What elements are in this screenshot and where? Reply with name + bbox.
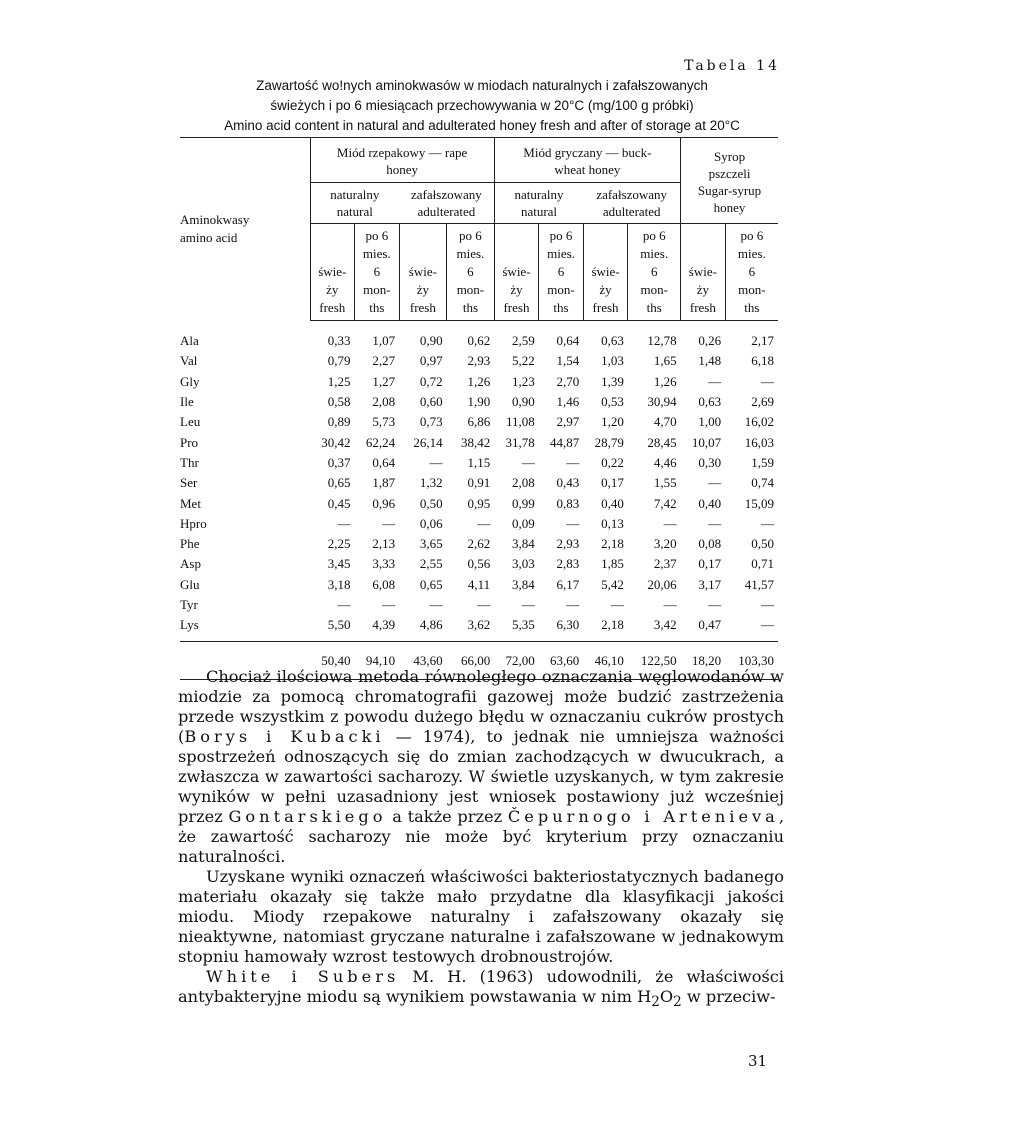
amino-acid-name: Tyr (180, 597, 198, 612)
amino-acid-name: Glu (180, 576, 200, 592)
table-cell: — (521, 597, 535, 612)
table-cell: — (708, 515, 722, 531)
total-cell: 18,20 (681, 642, 726, 679)
total-cell: 63,60 (539, 642, 584, 679)
amino-acid-name: Pro (180, 434, 199, 450)
table-cell: 31,78 (505, 434, 535, 450)
table-cell: 4,11 (467, 576, 491, 592)
table-cell: 0,43 (556, 475, 580, 491)
table-cell: 0,56 (467, 556, 491, 572)
table-cell: 1,90 (467, 394, 491, 410)
header-line: mies. (362, 246, 391, 261)
table-cell: 0,65 (327, 475, 351, 491)
body-text (178, 667, 784, 1012)
paragraph (178, 667, 784, 867)
table-cell: 38,42 (460, 434, 491, 450)
header-line: Miód gryczany — buck- (523, 145, 652, 160)
amino-acid-name: Ser (180, 475, 198, 491)
table-cell: 1,46 (556, 394, 580, 410)
header-line: Syrop (714, 148, 746, 164)
table-label: Tabela 14 (684, 58, 780, 74)
table-cell: 6,18 (751, 353, 774, 369)
table-cell: — (761, 515, 774, 531)
table-cell: — (477, 515, 491, 531)
header-line: 6 (748, 264, 756, 279)
table-cell: 0,63 (601, 333, 624, 349)
table-cell: 0,30 (698, 454, 722, 470)
table-cell: 0,09 (511, 515, 535, 531)
table-cell: 6,08 (372, 576, 396, 592)
table-cell: 5,42 (601, 576, 624, 592)
amino-acid-name: Phe (180, 536, 200, 552)
amino-acid-name: Lys (180, 617, 199, 633)
amino-acid-column-header (180, 138, 310, 321)
subscript: 2 (673, 994, 682, 1011)
table-cell: 1,00 (698, 414, 722, 430)
subgroup-header (310, 183, 399, 224)
table-row (180, 554, 778, 574)
header-line: ths (462, 300, 478, 315)
table-cell: 3,42 (653, 617, 677, 633)
table-cell: 0,72 (419, 373, 443, 389)
table-cell: 0,79 (327, 353, 351, 369)
table-cell: 62,24 (365, 434, 396, 450)
table-cell: 3,62 (467, 617, 491, 633)
table-cell: — (761, 597, 774, 612)
table-cell: 0,65 (419, 576, 443, 592)
table-row (180, 514, 778, 534)
table-cell: 0,64 (372, 454, 396, 470)
amino-acid-name: Asp (180, 556, 201, 572)
table-cell: 0,13 (601, 515, 624, 531)
header-line: amino acid (180, 230, 238, 246)
table-cell: 1,27 (372, 373, 396, 389)
table-cell: — (663, 515, 677, 531)
table-row (180, 473, 778, 493)
table-row (180, 453, 778, 473)
table-cell: 2,17 (751, 333, 774, 349)
text-run: w przeciw- (681, 987, 776, 1006)
six-months-column-header (628, 224, 681, 321)
table-cell: 10,07 (691, 434, 722, 450)
header-line: ży (696, 282, 709, 297)
table-cell: 2,97 (556, 414, 580, 430)
table-cell: 0,37 (327, 454, 351, 470)
table-cell: 0,95 (467, 495, 491, 511)
amino-acid-name: Hpro (180, 515, 207, 531)
amino-acid-name: Val (180, 353, 198, 369)
text-run: , że zawartość sacharozy nie może być kryterium przy oznaczaniu naturalności. (178, 807, 784, 866)
table-cell: 1,03 (601, 353, 624, 369)
six-months-column-header (355, 224, 400, 321)
total-cell: 43,60 (399, 642, 447, 679)
fresh-column-header (310, 224, 355, 321)
header-line: ths (744, 300, 760, 315)
header-line: po 6 (740, 228, 764, 243)
header-line: mon- (738, 282, 766, 297)
table-cell: 4,39 (372, 617, 396, 633)
subgroup-header (583, 183, 680, 224)
table-cell: 30,94 (647, 394, 677, 410)
table-cell: 44,87 (550, 434, 580, 450)
group-header-sugar-syrup (681, 138, 778, 224)
header-line: Sugar-syrup (697, 182, 762, 198)
table-cell: — (761, 617, 774, 633)
subgroup-header (399, 183, 494, 224)
total-cell: 122,50 (628, 642, 681, 679)
table-cell: 41,57 (744, 576, 774, 592)
header-line: świe- (591, 264, 620, 279)
header-line: Aminokwasy (180, 212, 250, 228)
table-cell: 2,93 (467, 353, 491, 369)
header-line: świe- (318, 264, 347, 279)
header-line: zafałszowany (596, 187, 668, 202)
amino-acid-name: Ile (180, 394, 194, 410)
table-cell: 4,86 (419, 617, 443, 633)
table-cell: 0,63 (698, 394, 722, 410)
table-cell: 3,03 (511, 556, 535, 572)
six-months-column-header (447, 224, 495, 321)
table-cell: — (708, 475, 722, 491)
table-row (180, 392, 778, 412)
table-cell: 2,08 (372, 394, 396, 410)
caption-line: Zawartość wo!nych aminokwasów w miodach naturalnych i zafałszowanych (256, 78, 708, 93)
table-cell: 2,62 (467, 536, 491, 552)
table-cell: 3,65 (419, 536, 443, 552)
header-line: świe- (688, 264, 717, 279)
header-line: mies. (456, 246, 485, 261)
header-line: mon- (456, 282, 485, 297)
six-months-column-header (539, 224, 584, 321)
table-cell: 1,59 (751, 454, 774, 470)
table-cell: 3,20 (653, 536, 677, 552)
table-cell: 0,26 (698, 333, 722, 349)
fresh-column-header (399, 224, 447, 321)
table-row (180, 595, 778, 615)
header-line: naturalny (330, 187, 380, 202)
table-cell: 3,45 (327, 556, 351, 572)
table-cell: 0,53 (601, 394, 624, 410)
table-cell: 12,78 (647, 333, 677, 349)
table-cell: 0,90 (419, 333, 443, 349)
table-cell: 0,06 (419, 515, 443, 531)
table-cell: — (521, 454, 535, 470)
table-cell: 0,40 (698, 495, 722, 511)
table-cell: 16,02 (744, 414, 774, 430)
header-line: świe- (408, 264, 437, 279)
table-cell: 2,69 (751, 394, 774, 410)
page-number: 31 (748, 1052, 768, 1070)
header-line: mon- (363, 282, 391, 297)
header-line: mon- (640, 282, 668, 297)
text-run: O (659, 987, 674, 1006)
table-cell: 2,18 (601, 536, 624, 552)
amino-acid-name: Ala (180, 332, 199, 348)
header-line: po 6 (642, 228, 666, 243)
text-run: M. H. (1963) udowodnili, że właściwości antybakteryjne miodu są wynikiem powstawania w nim H (178, 967, 784, 1006)
header-line: wheat honey (554, 162, 621, 177)
total-cell: 72,00 (494, 642, 539, 679)
header-line: Miód rzepakowy — rape (336, 145, 468, 160)
header-line: adulterated (417, 204, 476, 219)
caption-line: świeżych i po 6 miesiącach przechowywania w 20°C (mg/100 g próbki) (270, 98, 694, 113)
table-cell: — (566, 597, 580, 612)
subscript: 2 (651, 994, 660, 1011)
table-cell: 1,23 (511, 373, 535, 389)
table-cell: 1,87 (372, 475, 396, 491)
table-cell: 0,60 (419, 394, 443, 410)
table-cell: 0,71 (751, 556, 774, 572)
table-cell: 11,08 (505, 414, 535, 430)
table-cell: 0,91 (467, 475, 491, 491)
table-row (180, 493, 778, 513)
table-cell: — (382, 515, 396, 531)
table-cell: 1,48 (698, 353, 722, 369)
table-cell: 0,90 (511, 394, 535, 410)
table-cell: 0,17 (698, 556, 722, 572)
table-cell: — (337, 597, 351, 612)
header-line: ży (599, 282, 612, 297)
table-cell: 4,46 (653, 454, 677, 470)
table-cell: 0,40 (601, 495, 624, 511)
total-cell: 50,40 (310, 642, 355, 679)
author-name: Čepurnogo i Artenieva (507, 807, 779, 826)
table-cell: 0,97 (419, 353, 443, 369)
table-cell: — (566, 454, 580, 470)
header-line: natural (336, 204, 373, 219)
table-cell: 1,20 (601, 414, 624, 430)
total-cell: 94,10 (355, 642, 400, 679)
header-line: ths (369, 300, 385, 315)
header-line: fresh (689, 300, 716, 315)
table-cell: — (429, 597, 443, 612)
header-line: świe- (502, 264, 531, 279)
group-header-buckwheat (494, 138, 680, 183)
table-row (180, 432, 778, 452)
header-line: ży (510, 282, 523, 297)
table-caption (180, 76, 784, 136)
table-cell: 0,62 (467, 333, 491, 349)
table-cell: 0,64 (556, 333, 580, 349)
total-cell: 46,10 (583, 642, 628, 679)
header-line: honey (713, 199, 746, 215)
header-line: ży (326, 282, 339, 297)
table-cell: 5,35 (511, 617, 535, 633)
table-row (180, 321, 778, 352)
header-line: fresh (319, 300, 346, 315)
table-cell: 2,93 (556, 536, 580, 552)
header-line: po 6 (549, 228, 573, 243)
table-cell: 2,37 (653, 556, 677, 572)
table-cell: 0,58 (327, 394, 351, 410)
header-line: po 6 (459, 228, 482, 243)
table-cell: 3,17 (698, 576, 722, 592)
table-cell: 0,33 (327, 333, 351, 349)
table-cell: 2,25 (327, 536, 351, 552)
six-months-column-header (725, 224, 778, 321)
table-cell: 6,17 (556, 576, 580, 592)
table-cell: 26,14 (413, 434, 443, 450)
text-run: — 1974), to jednak nie umniejsza ważności spostrzeżeń odnoszących się do zmian zachodzących w dwucukrach, a zwłaszcza w zawartości sacharozy. W świetle uzyskanych, w tym zakresie wyników w pełni uzasadniony jest wniosek postawiony już wcześniej przez (178, 727, 784, 826)
total-cell: 103,30 (725, 642, 778, 679)
table-cell: 2,83 (556, 556, 580, 572)
table-cell: — (477, 597, 491, 612)
header-line: 6 (650, 264, 658, 279)
table-cell: 0,45 (327, 495, 351, 511)
table-row (180, 412, 778, 432)
table-cell: 4,70 (653, 414, 677, 430)
table-cell: 1,25 (327, 373, 351, 389)
header-line: mies. (737, 246, 766, 261)
fresh-column-header (494, 224, 539, 321)
amino-acid-name: Met (180, 495, 201, 511)
table-cell: 0,89 (327, 414, 351, 430)
header-line: naturalny (514, 187, 564, 202)
table-cell: 1,07 (372, 333, 396, 349)
header-line: fresh (592, 300, 619, 315)
table-cell: 0,50 (419, 495, 443, 511)
table-cell: 0,08 (698, 536, 722, 552)
table-cell: 0,96 (372, 495, 396, 511)
group-header-rape (310, 138, 494, 183)
header-line: mon- (547, 282, 575, 297)
table-cell: 2,27 (372, 353, 396, 369)
table-cell: — (610, 597, 624, 612)
table-row (180, 534, 778, 554)
header-line: 6 (373, 264, 381, 279)
table-row (180, 615, 778, 635)
table-cell: 1,39 (601, 373, 624, 389)
table-cell: 0,17 (601, 475, 624, 491)
table-cell: — (337, 515, 351, 531)
table-cell: 1,26 (653, 373, 677, 389)
table-cell: 2,18 (601, 617, 624, 633)
table-cell: 3,18 (327, 576, 351, 592)
table-cell: — (708, 373, 722, 389)
table-cell: 1,26 (467, 373, 491, 389)
table-cell: 7,42 (653, 495, 677, 511)
fresh-column-header (583, 224, 628, 321)
table-cell: 0,99 (511, 495, 535, 511)
table-cell: 28,45 (647, 434, 677, 450)
paragraph: Uzyskane wyniki oznaczeń właściwości bakteriostatycznych badanego materiału okazały się także mało przydatne dla klasyfikacji jakości miodu. Miody rzepakowe naturalny i zafałszowany okazały się nieaktywne, natomiast gryczane naturalne i zafałszowane w jednakowym stopniu hamowały wzrost testowych drobnoustrojów. (178, 867, 784, 966)
table-row (180, 351, 778, 371)
amino-acid-name: Gly (180, 373, 200, 389)
table-cell: — (382, 597, 396, 612)
header-line: fresh (503, 300, 530, 315)
amino-acid-table (180, 137, 778, 680)
amino-acid-name: Leu (180, 414, 201, 430)
table-row (180, 372, 778, 392)
table-cell: 2,59 (511, 333, 535, 349)
header-line: mies. (640, 246, 669, 261)
table-cell: 5,50 (327, 617, 351, 633)
header-line: adulterated (602, 204, 661, 219)
text-run: a także przez (386, 807, 508, 826)
header-line: honey (386, 162, 418, 177)
header-line: fresh (409, 300, 436, 315)
header-line: zafałszowany (411, 187, 482, 202)
table-cell: 3,33 (372, 556, 396, 572)
header-line: ths (646, 300, 662, 315)
table-cell: 0,83 (556, 495, 580, 511)
table-cell: 5,22 (511, 353, 535, 369)
table-cell: 0,47 (698, 617, 722, 633)
table-cell: 15,09 (744, 495, 774, 511)
table-cell: 0,50 (751, 536, 774, 552)
table-cell: 1,32 (419, 475, 443, 491)
header-line: ży (416, 282, 429, 297)
table-cell: 2,08 (511, 475, 535, 491)
table-cell: 2,13 (372, 536, 396, 552)
table-cell: — (761, 373, 774, 389)
table-cell: 1,15 (467, 454, 491, 470)
table-cell: — (566, 515, 580, 531)
table-cell: 0,22 (601, 454, 624, 470)
header-line: mies. (547, 246, 575, 261)
header-line: 6 (467, 264, 474, 279)
table-cell: 2,55 (419, 556, 443, 572)
table-cell: 1,65 (653, 353, 677, 369)
paragraph (178, 967, 784, 1012)
header-line: pszczeli (708, 165, 751, 181)
author-name: Gontarskiego (228, 807, 387, 826)
table-cell: 1,85 (601, 556, 624, 572)
table-cell: 0,73 (419, 414, 443, 430)
header-line: 6 (557, 264, 565, 279)
header-line: po 6 (365, 228, 389, 243)
table-cell: 5,73 (372, 414, 396, 430)
table-row (180, 575, 778, 595)
table-cell: — (708, 597, 722, 612)
table-cell: 3,84 (511, 536, 535, 552)
table-cell: 2,70 (556, 373, 580, 389)
table-cell: 6,86 (467, 414, 491, 430)
table-cell: — (663, 597, 677, 612)
table-cell: 30,42 (321, 434, 351, 450)
total-cell: 66,00 (447, 642, 495, 679)
header-line: natural (520, 204, 558, 219)
author-name: Borys i Kubacki (184, 727, 385, 746)
table-cell: 1,55 (653, 475, 677, 491)
table-cell: 1,54 (556, 353, 580, 369)
amino-acid-name: Thr (180, 454, 199, 470)
table-cell: — (429, 454, 443, 470)
author-name: White i Subers (206, 967, 400, 986)
text-run: Chociaż ilościowa metoda równoległego oznaczania węglowodanów w miodzie za pomocą chromatografii gazowej może budzić zastrzeżenia przede wszystkim z powodu dużego błędu w oznaczaniu cukrów prostych ( (178, 667, 784, 746)
subgroup-header (494, 183, 583, 224)
table-cell: 28,79 (594, 434, 624, 450)
table-cell: 0,74 (751, 475, 774, 491)
table-cell: 20,06 (647, 576, 677, 592)
caption-line: Amino acid content in natural and adulterated honey fresh and after of storage at 20°C (224, 118, 740, 133)
table-cell: 6,30 (556, 617, 580, 633)
header-line: ths (553, 300, 569, 315)
fresh-column-header (681, 224, 726, 321)
table-cell: 3,84 (511, 576, 535, 592)
table-cell: 16,03 (744, 434, 774, 450)
